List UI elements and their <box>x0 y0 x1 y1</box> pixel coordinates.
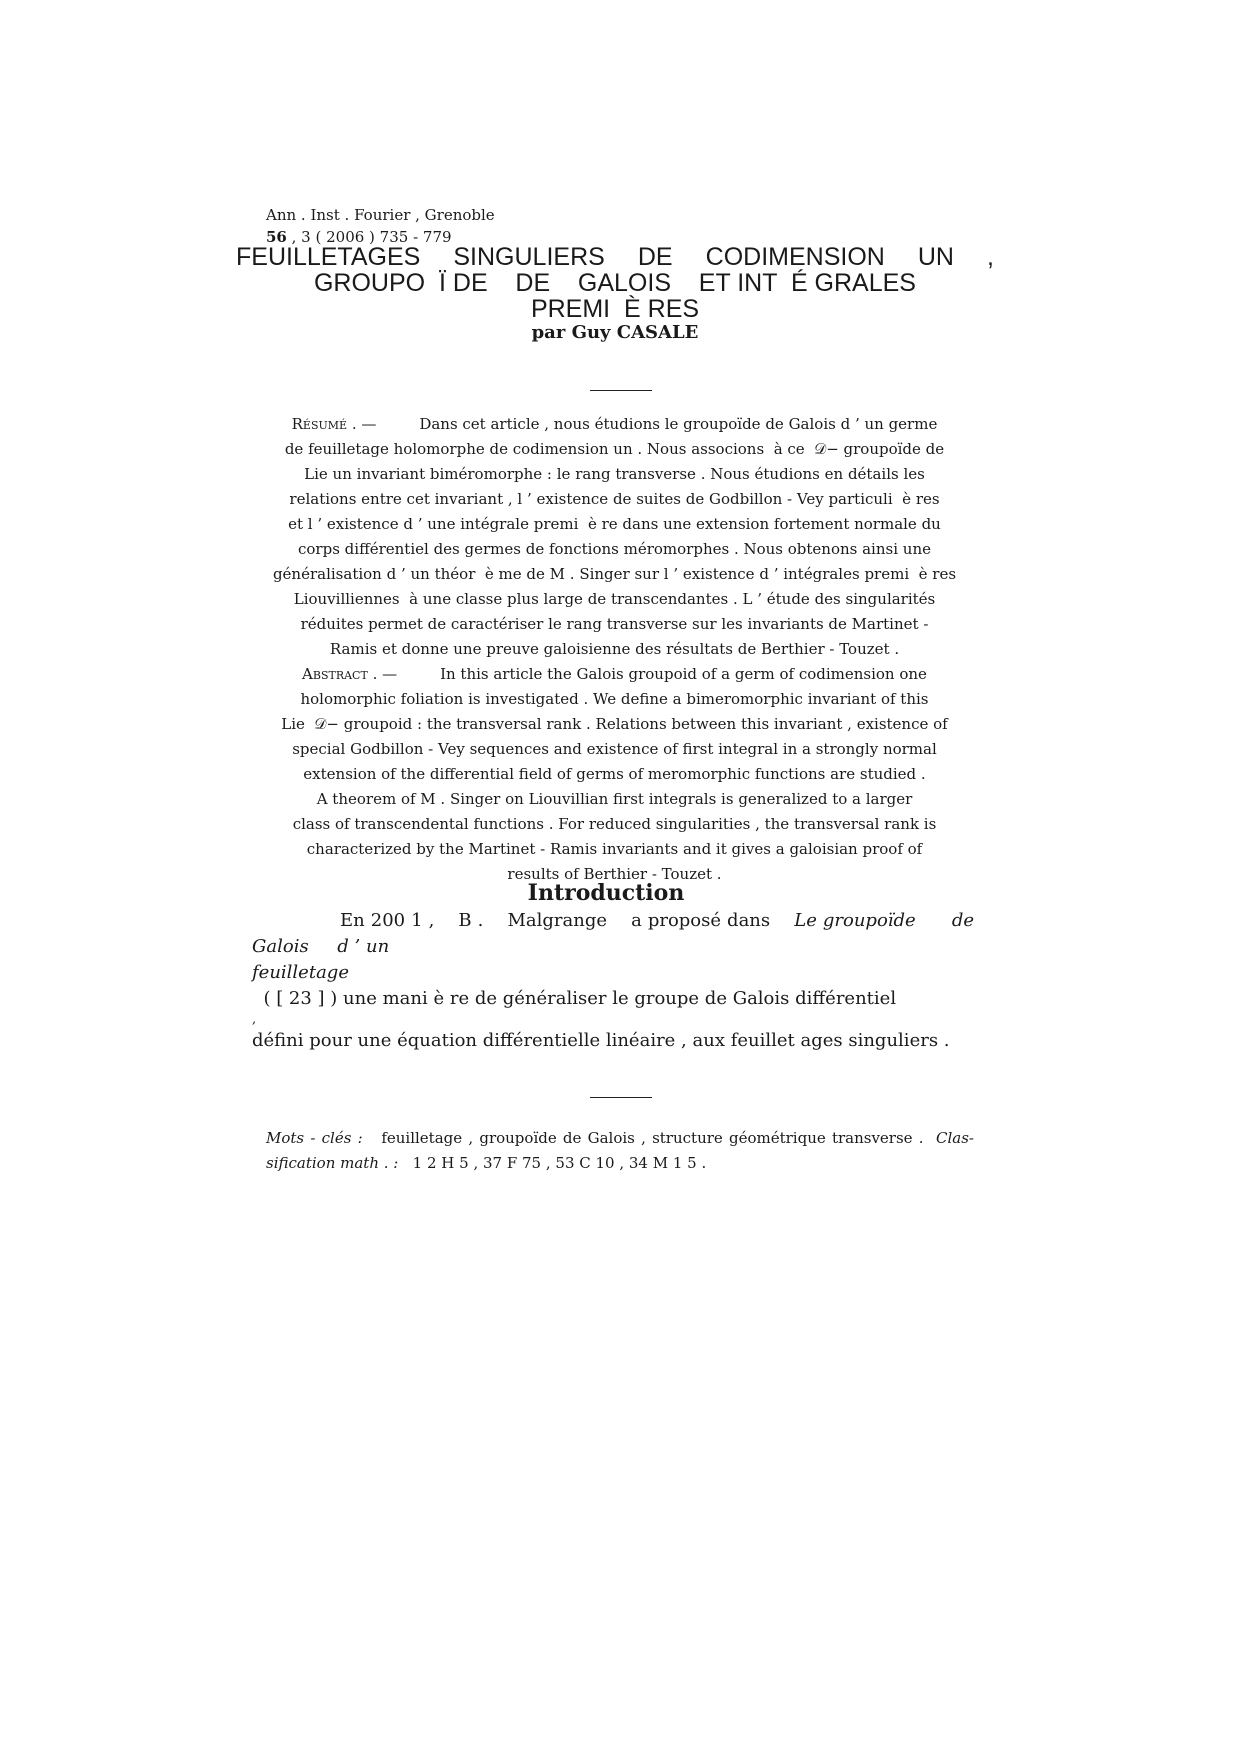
abstract-line: Lie 𝒟− groupoid : the transversal rank . Relations between this invariant , existence of <box>281 715 948 733</box>
abstract-line: special Godbillon - Vey sequences and existence of first integral in a strongly normal <box>292 740 937 758</box>
resume-sep: . — <box>347 415 377 433</box>
introduction-body <box>252 908 974 1054</box>
abstract-line: A theorem of M . Singer on Liouvillian first integrals is generalized to a larger <box>316 790 913 808</box>
intro-text: En 200 1 , B . Malgrange a proposé dans <box>340 910 771 931</box>
resume-line: de feuilletage holomorphe de codimension un . Nous associons à ce 𝒟− groupoïde de <box>284 440 945 458</box>
intro-line-5: défini pour une équation différentielle linéaire , aux feuillet ages singuliers . <box>252 1030 950 1051</box>
abstract-line: extension of the differential field of germs of meromorphic functions are studied . <box>303 765 926 783</box>
resume-line: Ramis et donne une preuve galoisienne des résultats de Berthier - Touzet . <box>329 640 900 658</box>
resume-line: corps différentiel des germes de fonctions méromorphes . Nous obtenons ainsi une <box>298 540 931 558</box>
abstract-label: Abstract <box>302 665 368 683</box>
resume-line: Lie un invariant biméromorphe : le rang transverse . Nous étudions en détails les <box>304 465 925 483</box>
abstracts-block <box>258 412 971 887</box>
resume-line-0 <box>258 412 971 437</box>
classification-label-part2: sification math . : <box>266 1154 399 1172</box>
intro-line-3 <box>252 960 974 1012</box>
author-line: par Guy CASALE <box>531 322 699 343</box>
journal-volume: 56 <box>266 228 287 246</box>
title-line-3: PREMI È RES <box>530 295 700 323</box>
keywords-line-1 <box>266 1126 974 1151</box>
abstract-line-0 <box>258 662 971 687</box>
classification-label-part1: Clas- <box>935 1129 974 1147</box>
abstract-line: class of transcendental functions . For reduced singularities , the transversal rank is <box>292 815 937 833</box>
paper-title <box>236 244 994 322</box>
resume-line: relations entre cet invariant , l ’ existence de suites de Godbillon - Vey particuli è res <box>289 490 940 508</box>
abstract-sep: . — <box>367 665 398 683</box>
keywords-text: feuilletage , groupoïde de Galois , structure géométrique transverse . <box>375 1129 924 1147</box>
resume-text: Dans cet article , nous étudions le groupoïde de Galois d ’ un germe <box>419 415 938 433</box>
title-separator <box>590 390 652 391</box>
title-line-2: GROUPO Ï DE DE GALOIS ET INT É GRALES <box>313 269 916 297</box>
resume-line: et l ’ existence d ’ une intégrale premi è re dans une extension fortement normale du <box>288 515 941 533</box>
resume-line: généralisation d ’ un théor è me de M . Singer sur l ’ existence d ’ intégrales premi è res <box>272 565 957 583</box>
journal-reference <box>266 204 495 248</box>
intro-line-4: , <box>252 1012 257 1027</box>
abstract-line: holomorphic foliation is investigated . We define a bimeromorphic invariant of this <box>300 690 929 708</box>
intro-citation-title-end: feuilletage <box>252 962 349 983</box>
footnote-separator <box>590 1097 652 1098</box>
resume-label: Résumé <box>291 415 348 433</box>
resume-line: Liouvilliennes à une classe plus large de transcendantes . L ’ étude des singularités <box>293 590 936 608</box>
abstract-line: results of Berthier - Touzet . <box>507 865 722 883</box>
resume-line: réduites permet de caractériser le rang transverse sur les invariants de Martinet - <box>300 615 929 633</box>
title-line-1: FEUILLETAGES SINGULIERS DE CODIMENSION UN , <box>236 243 994 271</box>
abstract-text: In this article the Galois groupoid of a germ of codimension one <box>440 665 927 683</box>
intro-citation-title-cont: Galois d ’ un <box>252 936 390 957</box>
section-heading-introduction: Introduction <box>527 880 685 906</box>
keywords-label: Mots - clés : <box>266 1129 363 1147</box>
intro-citation-title: Le groupoïde de <box>794 910 974 931</box>
journal-name: Ann . Inst . Fourier , Grenoble <box>266 206 495 224</box>
intro-line-2 <box>252 934 974 960</box>
keywords-line-2 <box>266 1151 974 1176</box>
intro-line-1 <box>252 908 974 934</box>
intro-text: ( [ 23 ] ) une mani è re de généraliser le groupe de Galois différentiel <box>252 988 897 1009</box>
journal-issue-pages: , 3 ( 2006 ) 735 - 779 <box>286 228 452 246</box>
classification-codes: 1 2 H 5 , 37 F 75 , 53 C 10 , 34 M 1 5 . <box>407 1154 707 1172</box>
abstract-line: characterized by the Martinet - Ramis invariants and it gives a galoisian proof of <box>306 840 923 858</box>
keywords-footnote <box>266 1126 974 1176</box>
